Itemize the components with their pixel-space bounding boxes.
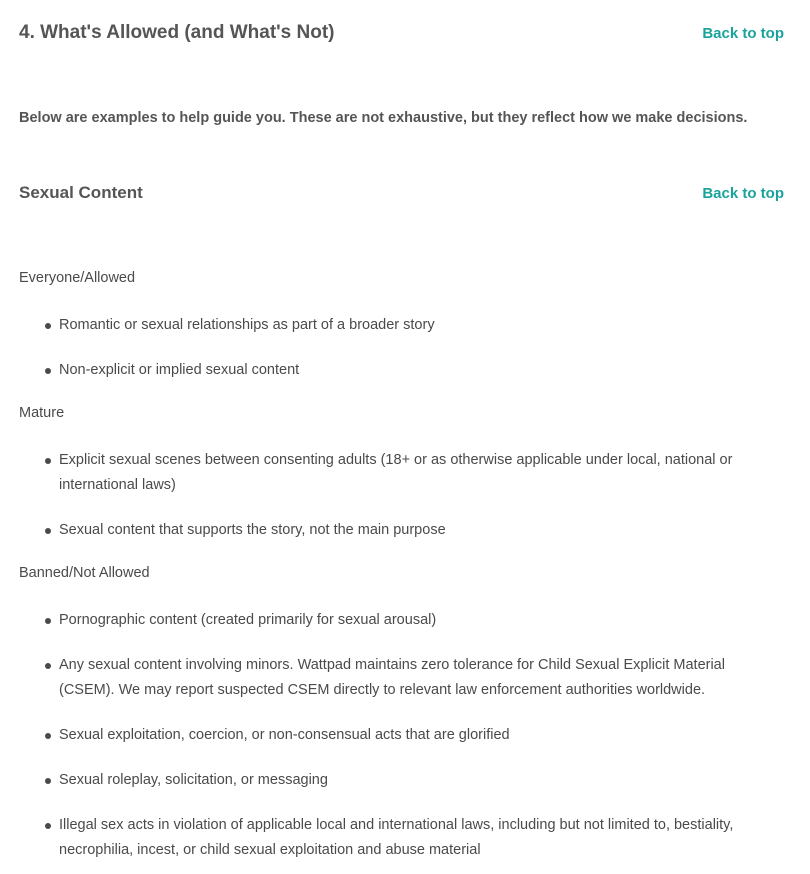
list-item — [19, 768, 784, 793]
list-item-text: Pornographic content (created primarily for sexual arousal) — [59, 612, 437, 628]
list-item-text: Sexual roleplay, solicitation, or messaging — [59, 772, 328, 788]
list-item — [19, 358, 784, 383]
bullet-icon — [45, 458, 51, 464]
back-to-top-link[interactable]: Back to top — [702, 25, 784, 42]
bullet-icon — [45, 823, 51, 829]
subsection-title: Sexual Content — [19, 183, 143, 202]
section-intro: Below are examples to help guide you. These are not exhaustive, but they reflect how we make decisions. — [19, 110, 748, 126]
bullet-icon — [45, 528, 51, 534]
section-header — [19, 22, 784, 44]
list-item — [19, 313, 784, 338]
bullet-icon — [45, 368, 51, 374]
list-item — [19, 723, 784, 748]
bullet-icon — [45, 778, 51, 784]
subsection-header — [19, 183, 784, 203]
list-item-text: Romantic or sexual relationships as part of a broader story — [59, 317, 435, 333]
back-to-top-link[interactable]: Back to top — [702, 185, 784, 202]
list-item — [19, 653, 784, 703]
bullet-icon — [45, 663, 51, 669]
list-item-text: Sexual exploitation, coercion, or non-consensual acts that are glorified — [59, 727, 510, 743]
list-item-text: Any sexual content involving minors. Wattpad maintains zero tolerance for Child Sexual Explicit Material (CSEM). We may report suspected CSEM directly to relevant law enforcement authorities worldwide. — [59, 657, 725, 698]
category-label-banned: Banned/Not Allowed — [19, 565, 150, 581]
list-item — [19, 608, 784, 633]
category-label-mature: Mature — [19, 405, 65, 421]
category-label-everyone: Everyone/Allowed — [19, 270, 136, 286]
list-item — [19, 518, 784, 543]
list-item-text: Sexual content that supports the story, not the main purpose — [59, 522, 446, 538]
list-item — [19, 448, 784, 498]
list-item-text: Explicit sexual scenes between consenting adults (18+ or as otherwise applicable under local, national or international laws) — [59, 452, 733, 493]
list-item — [19, 813, 784, 863]
bullet-icon — [45, 618, 51, 624]
bullet-icon — [45, 733, 51, 739]
bullet-icon — [45, 323, 51, 329]
list-item-text: Non-explicit or implied sexual content — [59, 362, 300, 378]
list-item-text: Illegal sex acts in violation of applicable local and international laws, including but not limited to, bestiality, necrophilia, incest, or child sexual exploitation and abuse material — [59, 817, 734, 858]
section-title: 4. What's Allowed (and What's Not) — [19, 22, 335, 43]
